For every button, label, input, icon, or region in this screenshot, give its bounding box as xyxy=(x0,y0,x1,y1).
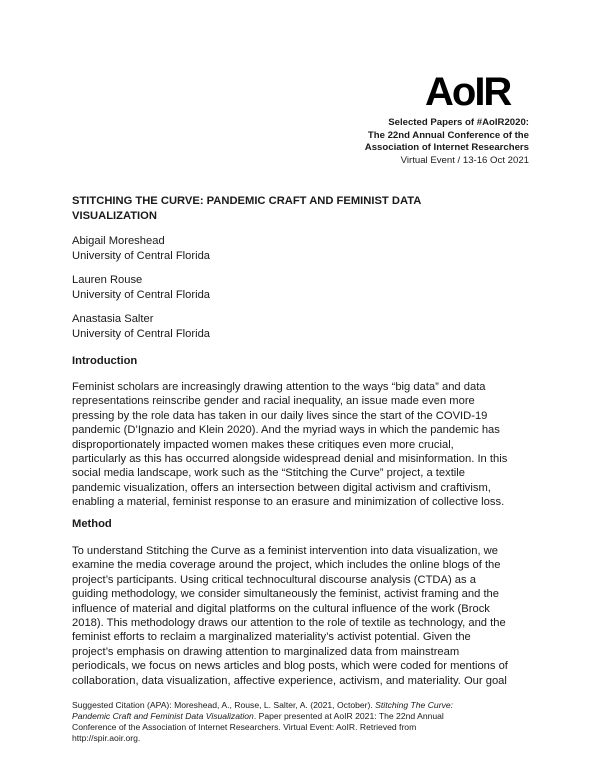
author-block xyxy=(72,312,210,341)
text-line: pandemic visualization, offers an intersection between digital activism and craftivism, xyxy=(72,481,491,494)
text-line: representations reinscribe gender and racial inequality, an issue made even more xyxy=(72,395,475,408)
author-block xyxy=(72,273,210,302)
aoir-logo-text: AoIR xyxy=(425,70,511,114)
conference-line-4: Virtual Event / 13-16 Oct 2021 xyxy=(400,154,529,166)
text-line: guiding methodology, we consider simultaneously the feminist, activist framing and the xyxy=(72,588,500,601)
conference-line-1: Selected Papers of #AoIR2020: xyxy=(388,117,529,128)
text-line: influence of material and digital platforms on the cultural influence of the work (Brock xyxy=(72,602,490,615)
citation-line-4: http://spir.aoir.org. xyxy=(72,733,141,743)
title-line: STITCHING THE CURVE: PANDEMIC CRAFT AND FEMINIST DATA xyxy=(72,195,422,207)
paper-title xyxy=(72,194,472,224)
text-line: social media landscape, work such as the “Stitching the Curve” project, a textile xyxy=(72,467,465,480)
citation-prefix: Suggested Citation (APA): Moreshead, A., Rouse, L. Salter, A. (2021, October). xyxy=(72,700,376,710)
conference-line-3: Association of Internet Researchers xyxy=(364,142,529,154)
text-line: collaboration, data visualization, affective experience, activism, and materiality. Our goal xyxy=(72,674,507,687)
text-line: project’s emphasis on drawing attention to marginalized data from mainstream xyxy=(72,645,460,658)
citation-suffix: . Paper presented at AoIR 2021: The 22nd Annual xyxy=(253,711,444,721)
author-name: Anastasia Salter xyxy=(72,313,154,325)
text-line: pandemic (D’Ignazio and Klein 2020). And the myriad ways in which the pandemic has xyxy=(72,424,500,437)
method-paragraph xyxy=(72,544,530,688)
author-block xyxy=(72,234,210,263)
author-name: Abigail Moreshead xyxy=(72,235,165,247)
text-line: enabling a material, feminist response to an erasure and minimization of collective loss. xyxy=(72,496,505,509)
conference-line-2: The 22nd Annual Conference of the xyxy=(367,129,529,141)
aoir-logo xyxy=(425,72,529,112)
text-line: Feminist scholars are increasingly drawing attention to the ways “big data” and data xyxy=(72,381,486,393)
author-affiliation: University of Central Florida xyxy=(72,288,211,301)
citation-line-3: Conference of the Association of Internet Researchers. Virtual Event: AoIR. Retrieved from xyxy=(72,722,417,732)
conference-info xyxy=(365,117,529,167)
text-line: periodicals, we focus on news articles and blog posts, which were coded for mentions of xyxy=(72,660,508,673)
text-line: particularly as this has occurred alongside widespread denial and misinformation. In this xyxy=(72,453,508,466)
title-line: VISUALIZATION xyxy=(72,210,157,222)
introduction-paragraph xyxy=(72,380,530,510)
citation-line-1 xyxy=(72,700,532,711)
text-line: feminist efforts to reclaim a marginalized materiality’s activist potential. Given the xyxy=(72,631,471,644)
text-line: disproportionately impacted women makes these critiques even more crucial, xyxy=(72,438,454,451)
author-list xyxy=(72,234,210,351)
author-name: Lauren Rouse xyxy=(72,274,143,286)
method-heading: Method xyxy=(72,518,112,530)
text-line: examine the media coverage around the project, which includes the online blogs of the xyxy=(72,559,501,572)
suggested-citation xyxy=(72,700,532,744)
text-line: 2018). This methodology draws our attention to the role of textile as technology, and the xyxy=(72,617,506,630)
text-line: To understand Stitching the Curve as a feminist intervention into data visualization, we xyxy=(72,545,498,557)
introduction-heading: Introduction xyxy=(72,355,138,367)
author-affiliation: University of Central Florida xyxy=(72,327,211,340)
author-affiliation: University of Central Florida xyxy=(72,249,211,262)
citation-title-part-1: Stitching The Curve: xyxy=(375,700,454,710)
text-line: project’s participants. Using critical technocultural discourse analysis (CTDA) as a xyxy=(72,573,476,586)
text-line: pressing by the role data has taken in our daily lives since the start of the COVID-19 xyxy=(72,409,488,422)
citation-title-part-2: Pandemic Craft and Feminist Data Visualization xyxy=(72,711,254,721)
citation-line-2 xyxy=(72,711,532,722)
